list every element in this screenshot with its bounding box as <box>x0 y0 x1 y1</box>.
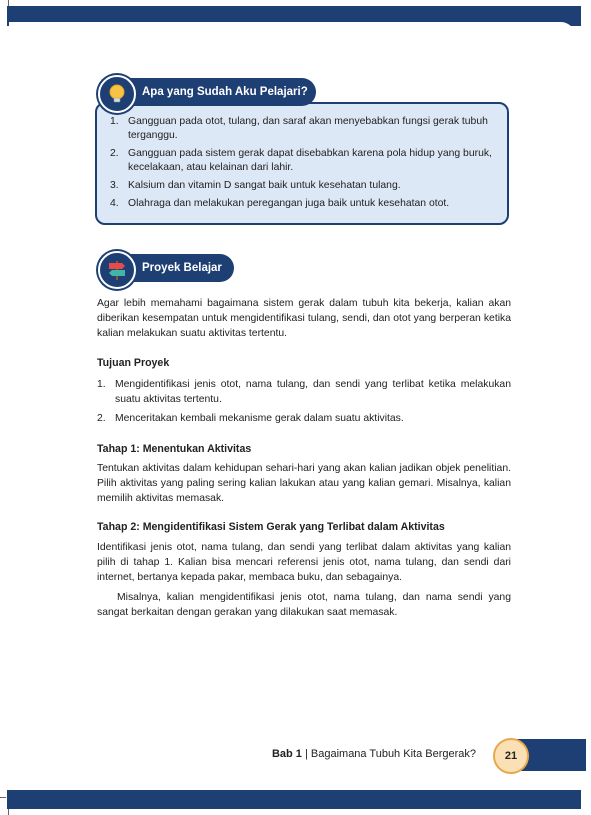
signpost-icon <box>98 251 136 289</box>
crop-mark <box>0 797 6 798</box>
summary-title: Apa yang Sudah Aku Pelajari? <box>112 78 316 106</box>
list-item: 2. Menceritakan kembali mekanisme gerak dalam suatu aktivitas. <box>97 413 404 424</box>
crop-mark <box>8 0 9 6</box>
step2-text: Identifikasi jenis otot, nama tulang, dan sendi yang terlibat dalam aktivitas yang kalian pilih di tahap 1. Kalian bisa mencari referensi jenis otot, nama tulang, dan sendi dari internet, bertanya kepada pakar, membaca buku, dan sebagainya. <box>97 542 511 583</box>
crop-mark <box>8 809 9 815</box>
list-item: 3. Kalsium dan vitamin D sangat baik untuk kesehatan tulang. <box>110 180 401 191</box>
goals-list <box>97 377 511 430</box>
list-item: 2. Gangguan pada sistem gerak dapat disebabkan karena pola hidup yang buruk, kecelakaan, atau kelainan dari lahir. <box>110 148 492 173</box>
list-item: 1. Gangguan pada otot, tulang, dan saraf akan menyebabkan fungsi gerak tubuh terganggu. <box>110 116 488 141</box>
lightbulb-icon <box>98 75 136 113</box>
summary-list <box>110 115 502 215</box>
step2-heading: Tahap 2: Mengidentifikasi Sistem Gerak yang Terlibat dalam Aktivitas <box>97 521 445 533</box>
bottom-band <box>7 790 581 809</box>
step1-heading: Tahap 1: Menentukan Aktivitas <box>97 443 252 455</box>
list-item: 1. Mengidentifikasi jenis otot, nama tulang, dan sendi yang terlibat ketika melakukan suatu aktivitas tertentu. <box>97 379 511 405</box>
footer-chapter: Bab 1 | Bagaimana Tubuh Kita Bergerak? <box>271 748 476 760</box>
step2-example: Misalnya, kalian mengidentifikasi jenis otot, nama tulang, dan nama sendi yang sangat berkaitan dengan gerakan yang dilakukan saat memasak. <box>97 592 511 618</box>
project-intro: Agar lebih memahami bagaimana sistem gerak dalam tubuh kita bekerja, kalian akan diberikan kesempatan untuk mengidentifikasi tulang, sendi, dan otot yang berperan ketika kalian melakukan suatu aktivitas tertentu. <box>97 298 511 339</box>
list-item: 4. Olahraga dan melakukan peregangan juga baik untuk kesehatan otot. <box>110 198 450 209</box>
page-number: 21 <box>493 738 529 774</box>
step1-text: Tentukan aktivitas dalam kehidupan sehari-hari yang akan kalian jadikan objek penelitian. Pilih aktivitas yang paling sering kalian lakukan atau yang kalian gemari. Misalnya, kalian memilih aktivitas memasak. <box>97 463 511 504</box>
project-title: Proyek Belajar <box>112 254 234 282</box>
goals-heading: Tujuan Proyek <box>97 357 170 369</box>
